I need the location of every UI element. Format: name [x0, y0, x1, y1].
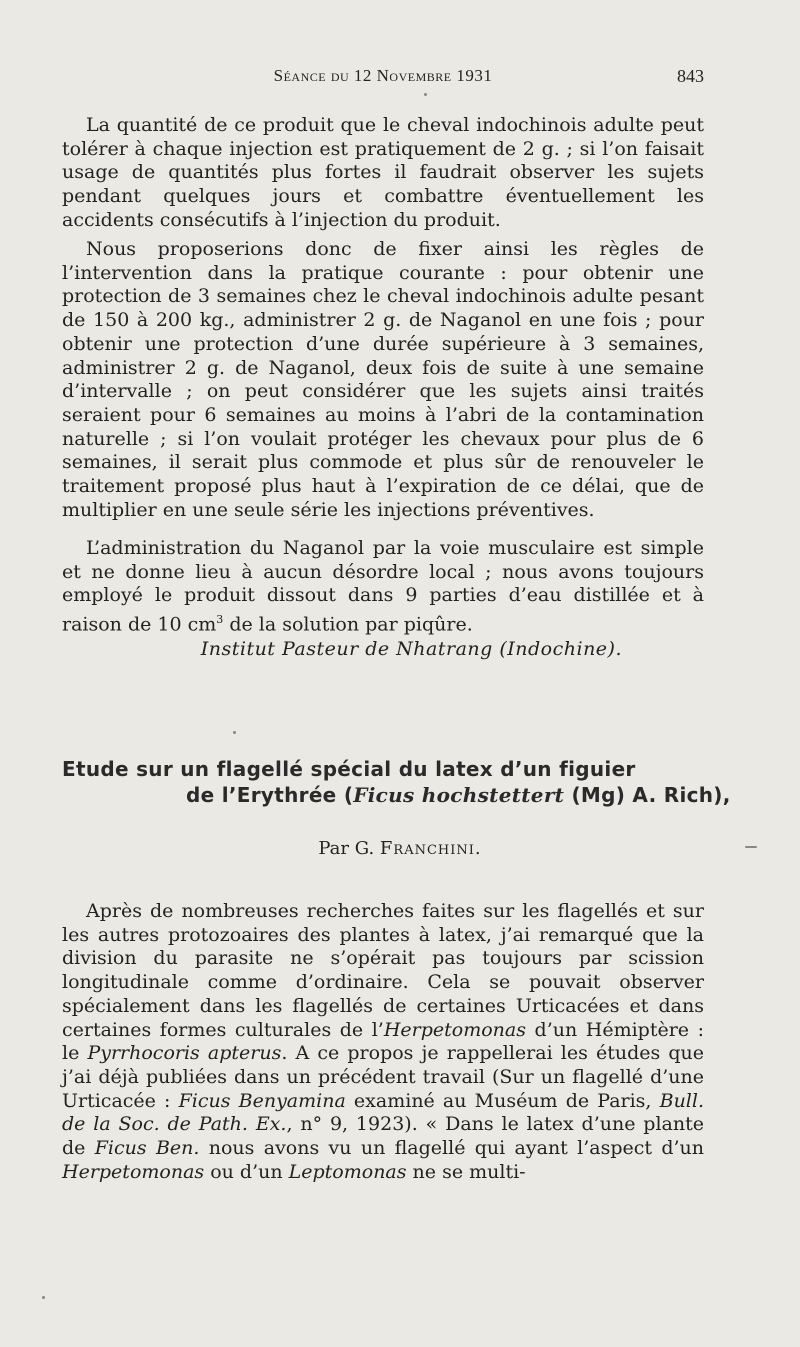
paragraph-article-intro	[62, 900, 704, 1184]
journal-citation: Bull. de la Soc. de Path. Ex.	[62, 1089, 705, 1136]
taxon-name: Ficus Benyamina	[178, 1089, 346, 1112]
paragraph-text: La quantité de ce produit que le cheval indochinois adulte peut tolérer à chaque injection est pratiquement de 2 g. ; si l’on faisait usage de quantités plus fortes il faudrait observer les sujets pendant quelques jours et combattre éventuellement les accidents consécutifs à l’injection du produit.	[62, 114, 704, 231]
superscript-cube: 3	[216, 613, 224, 627]
author-name: Franchini.	[379, 838, 482, 859]
paragraph-dose-tolerance	[62, 114, 704, 233]
paragraph-protection-rules	[62, 238, 704, 522]
body-text: ou d’un	[204, 1160, 289, 1183]
body-text: d’un Hémiptère : le	[62, 1018, 704, 1065]
article-title-line-2	[186, 783, 731, 807]
taxon-name: Ficus Ben.	[94, 1137, 200, 1160]
taxon-name: Leptomonas	[288, 1160, 407, 1183]
taxon-name: Pyrrhocoris apterus	[87, 1042, 282, 1065]
paragraph-text: L’administration du Naganol par la voie musculaire est simple et ne donne lieu à aucun désordre local ; nous avons toujours employé le produit dissout dans 9 parties d’eau distillée et à raison de 10 cm	[62, 537, 704, 636]
body-text: nous avons vu un flagellé qui ayant l’aspect d’un	[199, 1137, 705, 1160]
institution-signature: Institut Pasteur de Nhatrang (Indochine).	[200, 638, 622, 660]
paragraph-text: Nous proposerions donc de fixer ainsi les règles de l’intervention dans la pratique courante : pour obtenir une protection de 3 semaines chez le cheval indochinois adulte pesant de 150 à 200 kg., administrer 2 g. de Naganol en une fois ; pour obtenir une protection d’une durée supérieure à 3 semaines, administrer 2 g. de Naganol, deux fois de suite à une semaine d’intervalle ; on peut considérer que les sujets ainsi traités seraient pour 6 semaines au moins à l’abri de la contamination naturelle ; si l’on voulait protéger les chevaux pour plus de 6 semaines, il serait plus commode et plus sûr de renouveler le traitement proposé plus haut à l’expiration de ce délai, que de multiplier en une seule série les injections préventives.	[62, 238, 704, 521]
body-text: . A ce propos je rappellerai les études que j’ai déjà publiées dans un précédent travail (Sur un flagellé d’une Urticacée :	[62, 1042, 704, 1112]
author-byline	[0, 838, 800, 859]
article-title-line-1: Etude sur un flagellé spécial du latex d’un figuier	[62, 757, 636, 781]
species-name: Ficus hochstettert	[353, 783, 565, 807]
taxon-name: Herpetomonas	[383, 1018, 526, 1041]
title-text-b: (Mg) A. Rich),	[564, 783, 731, 807]
paper-speck	[745, 846, 757, 848]
body-text: examiné au Muséum de Paris,	[345, 1089, 660, 1112]
body-text: ne se multi-	[406, 1160, 526, 1183]
taxon-name: Herpetomonas	[62, 1160, 205, 1183]
running-head	[62, 66, 704, 90]
paper-speck	[424, 93, 427, 96]
body-text: Après de nombreuses recherches faites sur les flagellés et sur les autres protozoaires des plantes à latex, j’ai remarqué que la division du parasite ne s’opérait pas toujours par scission longitudinale comme d’ordinaire. Cela se pouvait observer spécialement dans les flagellés de certaines Urticacées et dans certaines formes culturales de l’	[62, 900, 704, 1041]
paper-speck	[233, 731, 236, 734]
running-title: Séance du 12 Novembre 1931	[273, 66, 493, 85]
body-text: , n° 9, 1923). « Dans le latex d’une plante de	[62, 1113, 704, 1160]
paper-speck	[42, 1296, 45, 1299]
title-text-a: de l’Erythrée (	[186, 783, 354, 807]
byline-prefix: Par G.	[318, 838, 380, 859]
paragraph-text-end: de la solution par piqûre.	[223, 613, 473, 636]
page-number: 843	[677, 66, 704, 86]
paragraph-administration	[62, 537, 704, 637]
